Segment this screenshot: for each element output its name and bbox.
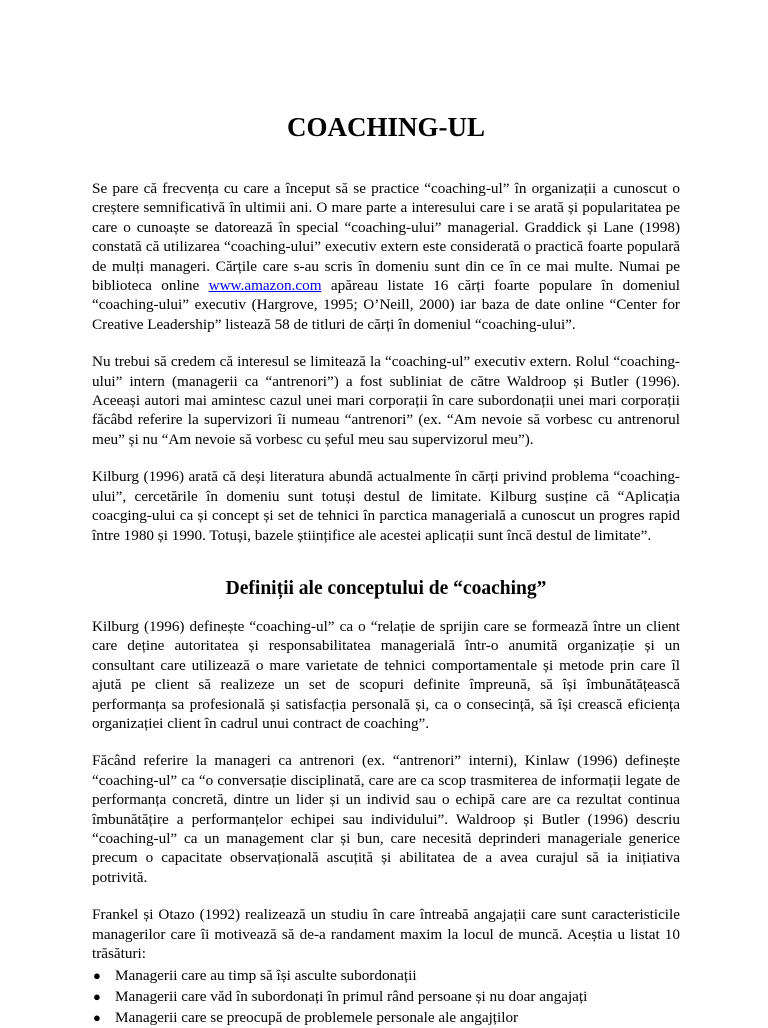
list-item [92, 986, 680, 1007]
paragraph-kilburg-definition: Kilburg (1996) definește “coaching-ul” ca o “relație de sprijin care se formează între un client care deține autoritatea și responsabilitatea managerială într-o anumită organizație și un consultant care utilizează o mare varietate de tehnici comportamentale și metode prin care îl ajută pe client să realizeze un set de scopuri definite împreună, să își îmbunătățească performanța sa profesională și satisfacția personală și, ca o consecință, să își crească eficiența organizației client în cadrul unui contract de coaching”. [92, 617, 680, 732]
amazon-link[interactable]: www.amazon.com [208, 277, 322, 295]
paragraph-kinlaw-definition: Făcând referire la manageri ca antrenori (ex. “antrenori” interni), Kinlaw (1996) definește “coaching-ul” ca “o conversație disciplinată, care are ca scop trasmiterea de informații legate de performanța concretă, dintre un lider și un individ sau o echipă care are ca rezultat continua îmbunătățire a performanțelor echipei sau individului”. Waldroop și Butler (1996) descriu “coaching-ul” ca un management clar și bun, care necesită deprinderi manageriale generice precum o capacitate observațională ascuțită și abilitatea de a avea curajul să ia inițiativa potrivită. [92, 752, 680, 886]
paragraph-intro-text-start: Se pare că frecvența cu care a început să se practice “coaching-ul” în organizații a cunoscut o creștere semnificativă în ultimii ani. O mare parte a interesului care i se arată și popularitatea pe care o cunoaște se datorează în special “coaching-ului” managerial. Graddick și Lane (1998) constată că utilizarea “coaching-ului” executiv extern este considerată o practică foarte populară de mulți manageri. Cărțile care s-au scris în domeniu sunt din ce în ce mai multe. Numai pe biblioteca online [92, 180, 680, 295]
document-title: COACHING-UL [286, 112, 485, 142]
paragraph-intro-text-end: apăreau listate 16 cărți foarte populare în domeniul “coaching-ului” executiv (Hargrove, 1995; O’Neill, 2000) iar baza de date online “Center for Creative Leadership” listează 58 de titluri de cărți în domeniul “coaching-ului”. [92, 277, 680, 333]
bullet-icon: ● [93, 1010, 101, 1026]
list-item-text: Managerii care se preocupă de problemele personale ale angajților [115, 1009, 519, 1027]
section-heading-definitions: Definiții ale conceptului de “coaching” [225, 577, 547, 599]
traits-list [92, 965, 680, 1028]
list-item-text: Managerii care au timp să își asculte subordonații [115, 967, 417, 985]
paragraph-internal-coaching: Nu trebui să credem că interesul se limitează la “coaching-ul” executiv extern. Rolul “coaching-ului” intern (managerii ca “antrenori”) a fost subliniat de către Waldroop și Butler (1996). Aceeași autori mai amintesc cazul unei mari corporații în care subordonații unei mari corporații făcâbd referire la supervizori îi numeau “antrenori” (ex. “Am nevoie să vorbesc cu antrenorul meu” și nu “Am nevoie să vorbesc cu șeful meu sau supervizorul meu”). [92, 353, 680, 448]
paragraph-kilburg-research: Kilburg (1996) arată că deși literatura abundă actualmente în cărți privind problema “coaching-ului”, cercetările în domeniu sunt totuși destul de limitate. Kilburg susține că “Aplicația coacging-ului ca și concept și set de tehnici în parctica managerială a cunoscut un progres rapid între 1980 și 1990. Totuși, bazele științifice ale acestei aplicații sunt încă destul de limitate”. [92, 468, 680, 544]
list-item [92, 1007, 680, 1028]
paragraph-intro [92, 179, 680, 334]
bullet-icon: ● [93, 968, 101, 984]
bullet-icon: ● [93, 989, 101, 1005]
paragraph-frankel-otazo: Frankel și Otazo (1992) realizează un studiu în care întreabă angajații care sunt caracteristicile managerilor care îi motivează să de-a randament maxim la locul de muncă. Aceștia u listat 10 trăsături: [92, 906, 680, 962]
list-item [92, 965, 680, 986]
list-item-text: Managerii care văd în subordonați în primul rând persoane și nu doar angajați [115, 988, 588, 1006]
